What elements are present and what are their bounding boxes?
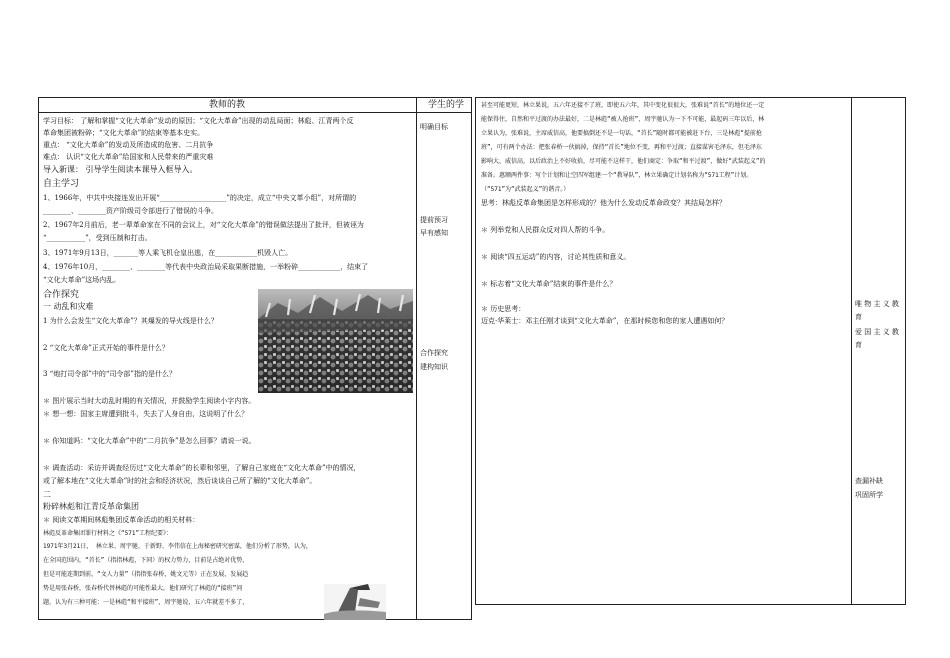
- header-teacher: 教师的教: [209, 100, 246, 110]
- label-fill-gaps: 查漏补缺: [855, 477, 883, 485]
- difficult-points: 难点： 认识“文化大革命”给国家和人民带来的严重灾难: [43, 153, 214, 161]
- coop-question-1: 1 为什么会发生“文化大革命”？其爆发的导火线是什么？: [43, 317, 218, 325]
- question-2: 2、1967年2月前后，老一辈革命家在不同的会议上，对“文化大革命”的错误做法提出了批评，但被诬为: [43, 221, 364, 229]
- learning-goals: 学习目标： 了解和掌握“文化大革命”发动的原因；“文化大革命”出现的动乱局面；林彪、江青两个反: [43, 117, 354, 125]
- activity-survey: ＊ 调查活动：采访并调查经历过“文化大革命”的长辈和邻里，了解自己家庭在“文化大革命”中的情况，: [43, 464, 361, 472]
- material-line-4: 势是用张春桥，张春桥代替林彪的可能性最大。他们研究了林彪的“接班”问: [43, 585, 243, 592]
- activity-know: ＊ 你知道吗：“文化大革命”中的“二月抗争”是怎么回事？请说一说。: [43, 437, 256, 445]
- right-table: [475, 97, 906, 605]
- subsection-turmoil: 一 动乱和灾难: [43, 302, 94, 311]
- section-cooperative: 合作探究: [43, 290, 80, 300]
- label-materialism-1: 唯 物 主 义 教: [855, 300, 899, 308]
- label-materialism-2: 育: [855, 313, 862, 321]
- question-3: 3、1971年9月13日，_______等人乘飞机仓皇出逃，在____________机毁人亡。: [43, 249, 293, 257]
- material-line-8: 立果认为，张难说，主席威信高，他要搞倒还不是一句话，“首长”随时都可能被赶下台，三是林彪“提前抢: [481, 130, 762, 137]
- coop-question-2: 2 “文化大革命”正式开始的事件是什么？: [43, 344, 169, 352]
- question-1: 1、1966年，中共中央接连发出开展“___________________”的决定，成立“中央文革小组”，对所谓的: [43, 194, 357, 202]
- material-line-10: 影响大，威信高，以后政治上不好收拾，尽可能不这样干，他们商定：争取“和平过渡”，做好“武装起义”的: [481, 158, 766, 165]
- material-title: 林彪反革命集团罪行材料之《“571”工程纪要》：: [43, 530, 173, 537]
- bullet-gang-of-four: ＊ 列举党和人民群众反对四人帮的斗争。: [481, 226, 610, 234]
- label-patriotism-2: 育: [855, 341, 862, 349]
- learning-goals-cont: 革命集团被粉碎；“文化大革命”的结束等基本史实。: [43, 129, 205, 137]
- material-line-2: 在全国范围内，“首长”（指指林彪，下同）的权力势力，目前是占绝对优势，: [43, 557, 249, 564]
- label-consolidate: 巩固所学: [855, 491, 883, 499]
- left-table: [38, 97, 472, 620]
- section-self-study: 自主学习: [43, 179, 80, 189]
- column-divider: [851, 98, 852, 604]
- material-line-7: 能保得住，自然和平过渡的办法最好，二是林彪“被人抢班”，周宇驰认为一下不可能，最起码三年以后，林: [481, 116, 765, 123]
- plane-wreck-photo: [324, 584, 386, 620]
- question-1-cont: ________、________资产阶级司令部进行了错误的斗争。: [43, 207, 218, 215]
- material-line-9: 班”，可有两个办法：把张春桥一伙搞掉，保持“首长”地位不变，再和平过渡；直接谋害毛泽东，但毛泽东: [481, 144, 762, 151]
- label-clear-goals: 明确目标: [420, 123, 448, 131]
- question-4: 4、1976年10月，________、________等代表中央政治局采取果断措施，一举粉碎____________，结束了: [43, 263, 369, 271]
- question-2-cont: “___________”，受到压制和打击。: [43, 234, 152, 242]
- activity-picture: ＊ 图片展示当时大动乱时期的有关情况，并鼓励学生阅读小字内容。: [43, 397, 256, 405]
- coop-question-3: 3 “炮打司令部”中的“司令部”指的是什么？: [43, 370, 176, 378]
- material-note: （“571”为“武装起义”的谐音。）: [481, 186, 570, 193]
- key-points: 重点： “文化大革命”的发动及所造成的危害、二月抗争: [43, 141, 214, 149]
- activity-think: ＊ 想一想：国家主席遭到批斗，失去了人身自由，这说明了什么？: [43, 410, 249, 418]
- label-preview: 提前预习: [420, 216, 448, 224]
- interview-question: 迈克·华莱士：邓主任刚才谈到“文化大革命”，在那时候您和您的家人遭遇如何？: [481, 317, 729, 325]
- material-line-5: 题，认为有三种可能：一是林彪“和平接班”，周宇驰说，五六年就差不多了，: [43, 599, 249, 606]
- label-early-perception: 早有感知: [420, 229, 448, 237]
- material-line-6: 甚至可能更短，林立果说，五六年还接不了班，即使五六年，其中变化很很大，张难说“首长”的地位还一定: [481, 102, 765, 109]
- bullet-april-fifth: ＊ 阅读“四五运动”的内容，讨论其性质和意义。: [481, 253, 631, 261]
- crowd-photo: [258, 289, 413, 393]
- bullet-history-thinking: ＊ 历史思考：: [481, 305, 526, 313]
- section-two-title: 粉碎林彪和江青反革命集团: [43, 502, 139, 511]
- label-build-knowledge: 建构知识: [420, 363, 448, 371]
- question-4-cont: “文化大革命”这场内乱。: [43, 276, 121, 284]
- bullet-end-event: ＊ 标志着“文化大革命”结束的事件是什么？: [481, 280, 617, 288]
- activity-survey-cont: 或了解本地在“文化大革命”时的社会和经济状况，然后谈谈自己所了解的“文化大革命”。: [43, 477, 317, 485]
- material-line-11: 准备。惠额两件事：写个计划和让空四军组建一个“教导队”，林立果确定计划名称为“571工程”计划。: [481, 172, 753, 179]
- header-divider: [39, 112, 471, 113]
- think-question: 思考：林彪反革命集团是怎样形成的？他为什么发动反革命政变？其结局怎样？: [481, 199, 726, 207]
- label-patriotism-1: 爱 国 主 义 教: [855, 328, 899, 336]
- material-line-1: 1971年3月21日， 林立果、周宇驰、于新野、李伟信在上海秘密研究密谋，他们分析了形势，认为，: [43, 543, 312, 550]
- material-line-3: 但是可能连期到前，“文人力量”（指指张春桥，姚文元等）正在发展，发展趋: [43, 571, 249, 578]
- intro: 导入新课： 引导学生阅读本课导入框导入。: [43, 165, 198, 174]
- label-cooperative: 合作探究: [420, 349, 448, 357]
- section-two-number: 二: [43, 490, 51, 499]
- reading-material-intro: ＊ 阅读文革期间林彪集团反革命活动的相关材料：: [43, 516, 200, 524]
- column-divider: [416, 98, 417, 619]
- header-student: 学生的学: [428, 100, 465, 110]
